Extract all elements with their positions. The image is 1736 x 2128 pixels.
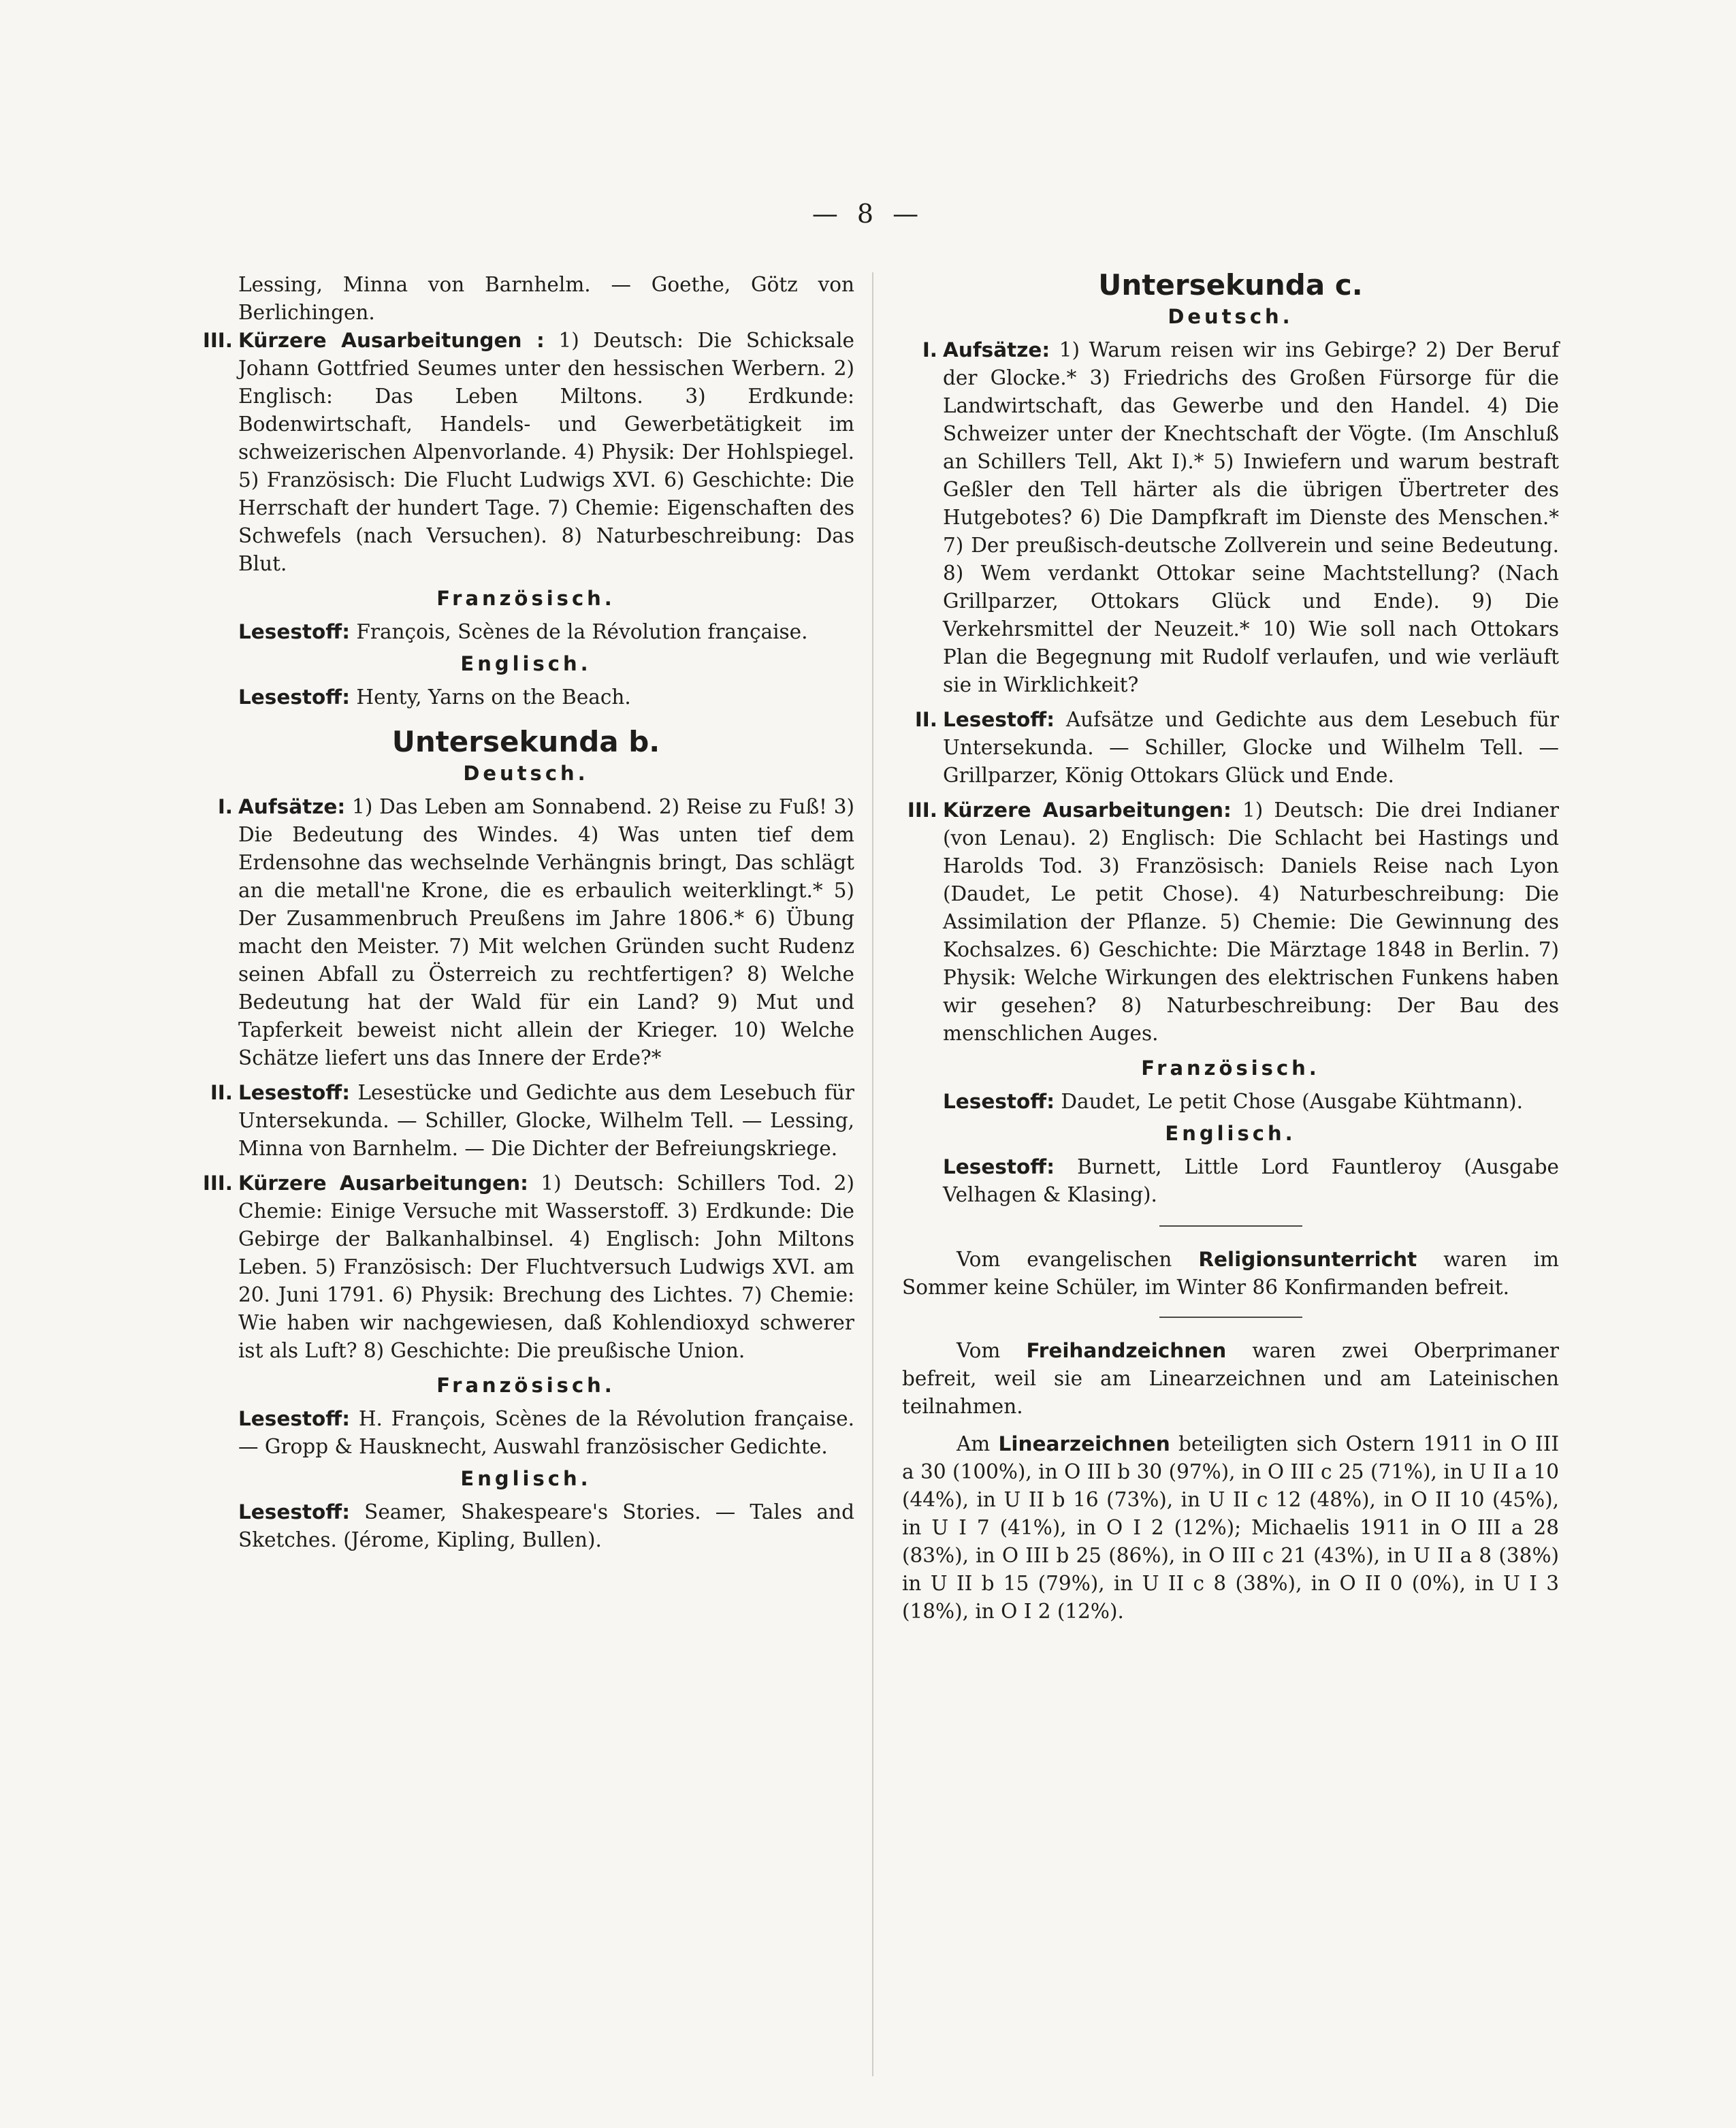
section-iii (902, 796, 1559, 1048)
linear-paragraph (902, 1430, 1559, 1626)
subheading-franzoesisch: Französisch. (436, 587, 615, 610)
subheading-deutsch: Deutsch. (1168, 305, 1293, 328)
lesestoff-text: Seamer, Shakespeare's Stories. — Tales and Sketches. (Jérome, Kipling, Bullen). (238, 1500, 854, 1551)
section-iii (197, 327, 854, 578)
section-iii (197, 1170, 854, 1365)
page-number: — 8 — (811, 199, 925, 229)
section-number: I. (922, 338, 937, 361)
section-text: 1) Deutsch: Schillers Tod. 2) Chemie: Einige Versuche mit Wasserstoff. 3) Erdkunde: Die Gebirge der Balkanhalbinsel. 4) Englisch: John Miltons Leben. 5) Französisch: Der Fluchtversuch Ludwigs XVI. am 20. Juni 1791. 6) Physik: Brechung des Lichtes. 7) Chemie: Wie haben wir nachgewiesen, daß Kohlendioxyd schwerer ist als Luft? 8) Geschichte: Die preußische Union. (238, 1172, 854, 1362)
lesestoff-label: Lesestoff: (943, 1090, 1055, 1113)
section-label: Kürzere Ausarbeitungen: (238, 1172, 528, 1195)
paragraph-text: Vom evangelischen (957, 1248, 1172, 1271)
paragraph-text: waren im Sommer keine Schüler, im Winter 86 Konfirmanden befreit. (902, 1248, 1559, 1299)
section-number: II. (914, 708, 937, 731)
subheading-franzoesisch: Französisch. (1141, 1057, 1320, 1080)
section-number: II. (210, 1081, 233, 1104)
section-label: Kürzere Ausarbeitungen: (943, 799, 1232, 822)
section-label: Lesestoff: (943, 708, 1055, 731)
paragraph-text: waren zwei Oberprimaner befreit, weil sie am Linearzeichnen und am Lateinischen teilnahmen. (902, 1339, 1559, 1418)
section-label: Kürzere Ausarbeitungen : (238, 329, 545, 352)
lesestoff-label: Lesestoff: (238, 1407, 350, 1430)
left-column (197, 271, 854, 1554)
paragraph-keyword: Religionsunterricht (1198, 1248, 1417, 1271)
section-text: 1) Das Leben am Sonnabend. 2) Reise zu Fuß! 3) Die Bedeutung des Windes. 4) Was unten tief dem Erdensohne das wechselnde Verhängnis bringt, Das schlägt an die metall'ne Krone, die es erbaulich weiterklingt.* 5) Der Zusammenbruch Preußens im Jahre 1806.* 6) Übung macht den Meister. 7) Mit welchen Gründen sucht Rudenz seinen Abfall zu Österreich zu rechtfertigen? 8) Welche Bedeutung hat der Wald für ein Land? 9) Mut und Tapferkeit beweist nicht allein der Krieger. 10) Welche Schätze liefert uns das Innere der Erde?* (238, 795, 854, 1069)
lesestoff-text: H. François, Scènes de la Révolution française. — Gropp & Hausknecht, Auswahl französischer Gedichte. (238, 1407, 854, 1458)
section-text: 1) Deutsch: Die drei Indianer (von Lenau). 2) Englisch: Die Schlacht bei Hastings und Harolds Tod. 3) Französisch: Daniels Reise nach Lyon (Daudet, Le petit Chose). 4) Naturbeschreibung: Die Assimilation der Pflanze. 5) Chemie: Die Gewinnung des Kochsalzes. 6) Geschichte: Die Märztage 1848 in Berlin. 7) Physik: Welche Wirkungen des elektrischen Funkens haben wir gesehen? 8) Naturbeschreibung: Der Bau des menschlichen Auges. (943, 799, 1559, 1045)
column-divider (872, 272, 873, 2076)
section-number: III. (202, 329, 233, 352)
separator-rule (1159, 1317, 1302, 1318)
section-ii (197, 1079, 854, 1163)
lesestoff-text: Burnett, Little Lord Fauntleroy (Ausgabe Velhagen & Klasing). (943, 1155, 1559, 1206)
section-label: Lesestoff: (238, 1081, 350, 1104)
section-text: Lesestücke und Gedichte aus dem Lesebuch für Untersekunda. — Schiller, Glocke, Wilhelm Tell. — Lessing, Minna von Barnhelm. — Die Dichter der Befreiungskriege. (238, 1081, 854, 1160)
paragraph-keyword: Freihandzeichnen (1026, 1339, 1227, 1362)
subheading-franzoesisch: Französisch. (436, 1374, 615, 1397)
subheading-englisch: Englisch. (460, 652, 592, 675)
subheading-deutsch: Deutsch. (463, 762, 589, 785)
lesestoff-label: Lesestoff: (943, 1155, 1055, 1178)
intro-text: Lessing, Minna von Barnhelm. — Goethe, Götz von Berlichingen. (238, 273, 854, 324)
section-text: 1) Warum reisen wir ins Gebirge? 2) Der Beruf der Glocke.* 3) Friedrichs des Großen Fürsorge für die Landwirtschaft, das Gewerbe und den Handel. 4) Die Schweizer unter der Knechtschaft der Vögte. (Im Anschluß an Schillers Tell, Akt I).* 5) Inwiefern und warum bestraft Geßler den Tell härter als die übrigen Übertreter des Hutgebotes? 6) Die Dampfkraft im Dienste des Menschen.* 7) Der preußisch-deutsche Zollverein und seine Bedeutung. 8) Wem verdankt Ottokar seine Machtstellung? (Nach Grillparzer, Ottokars Glück und Ende). 9) Die Verkehrsmittel der Neuzeit.* 10) Wie soll nach Ottokars Plan die Begegnung mit Rudolf verlaufen, und wie verläuft sie in Wirklichkeit? (943, 338, 1559, 696)
section-title-untersekunda-c: Untersekunda c. (1098, 268, 1363, 302)
paragraph-text: Am (957, 1432, 991, 1455)
section-i (197, 793, 854, 1072)
lesestoff-label: Lesestoff: (238, 620, 350, 643)
lesestoff-text: Henty, Yarns on the Beach. (356, 686, 631, 709)
separator-rule (1159, 1225, 1302, 1227)
section-i (902, 336, 1559, 699)
lesestoff-label: Lesestoff: (238, 1500, 350, 1524)
right-column (902, 268, 1560, 1626)
section-text: Aufsätze und Gedichte aus dem Lesebuch für Untersekunda. — Schiller, Glocke und Wilhelm Tell. — Grillparzer, König Ottokars Glück und Ende. (943, 708, 1559, 787)
section-number: III. (907, 799, 937, 822)
subheading-englisch: Englisch. (1165, 1122, 1296, 1145)
paragraph-text: beteiligten sich Ostern 1911 in O III a 30 (100%), in O III b 30 (97%), in O III c 25 (71%), in U II a 10 (44%), in U II b 16 (73%), in U II c 12 (48%), in O II 10 (45%), in U I 7 (41%), in O I 2 (12%); Michaelis 1911 in O III a 28 (83%), in O III b 25 (86%), in O III c 21 (43%), in U II a 8 (38%) in U II b 15 (79%), in U II c 8 (38%), in O II 0 (0%), in U I 3 (18%), in O I 2 (12%). (902, 1432, 1560, 1623)
section-number: I. (217, 795, 233, 818)
freihand-paragraph (902, 1337, 1559, 1421)
religion-paragraph (902, 1246, 1559, 1302)
subheading-englisch: Englisch. (460, 1467, 592, 1490)
section-number: III. (202, 1172, 233, 1195)
section-text: 1) Deutsch: Die Schicksale Johann Gottfried Seumes unter den hessischen Werbern. 2) Englisch: Das Leben Miltons. 3) Erdkunde: Bodenwirtschaft, Handels- und Gewerbetätigkeit im schweizerischen Alpenvorlande. 4) Physik: Der Hohlspiegel. 5) Französisch: Die Flucht Ludwigs XVI. 6) Geschichte: Die Herrschaft der hundert Tage. 7) Chemie: Eigenschaften des Schwefels (nach Versuchen). 8) Naturbeschreibung: Das Blut. (238, 329, 854, 575)
paragraph-keyword: Linearzeichnen (998, 1432, 1170, 1455)
lesestoff-label: Lesestoff: (238, 686, 350, 709)
section-label: Aufsätze: (943, 338, 1050, 361)
section-label: Aufsätze: (238, 795, 346, 818)
section-title-untersekunda-b: Untersekunda b. (391, 725, 660, 758)
lesestoff-text: Daudet, Le petit Chose (Ausgabe Kühtmann). (1061, 1090, 1524, 1113)
section-ii (902, 706, 1559, 790)
paragraph-text: Vom (957, 1339, 1001, 1362)
lesestoff-text: François, Scènes de la Révolution française. (356, 620, 808, 643)
